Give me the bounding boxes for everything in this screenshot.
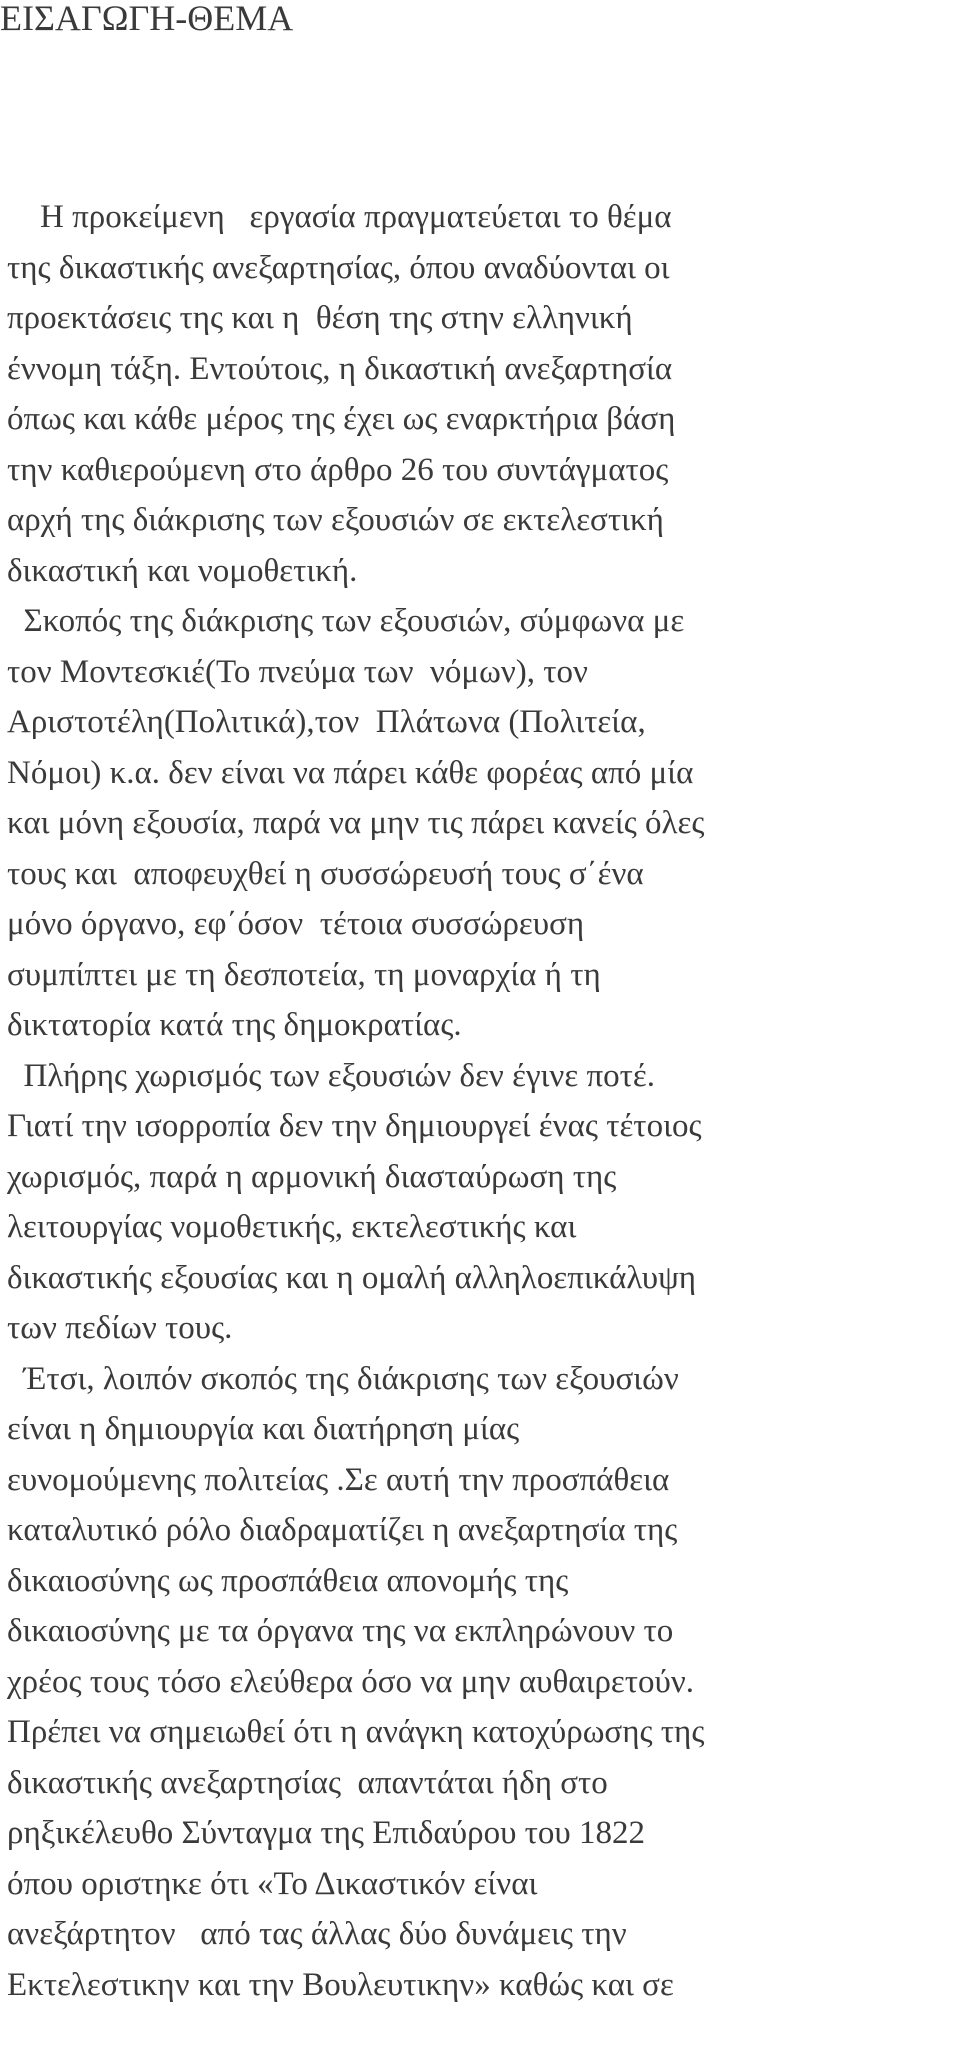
text-line: την καθιερούμενη στο άρθρο 26 του συντάγματος <box>7 452 669 488</box>
text-line: δικαστικής εξουσίας και η ομαλή αλληλοεπικάλυψη <box>7 1260 697 1296</box>
text-line: δικαιοσύνης με τα όργανα της να εκπληρώνουν το <box>7 1613 674 1649</box>
text-line: και μόνη εξουσία, παρά να μην τις πάρει κανείς όλες <box>7 805 705 841</box>
text-line: Γιατί την ισορροπία δεν την δημιουργεί ένας τέτοιος <box>7 1108 702 1144</box>
text-line: Η προκείμενη εργασία πραγματεύεται το θέμα <box>7 199 672 235</box>
section-heading: ΕΙΣΑΓΩΓΗ-ΘΕΜΑ <box>0 0 294 38</box>
text-line: δικαιοσύνης ως προσπάθεια απονομής της <box>7 1563 569 1599</box>
text-line: όπως και κάθε μέρος της έχει ως εναρκτήρια βάση <box>7 401 676 437</box>
text-line: όπου οριστηκε ότι «Το Δικαστικόν είναι <box>7 1866 538 1902</box>
text-line: δικαστικής ανεξαρτησίας απαντάται ήδη στο <box>7 1765 608 1801</box>
text-line: καταλυτικό ρόλο διαδραματίζει η ανεξαρτησία της <box>7 1512 678 1548</box>
text-line: αρχή της διάκρισης των εξουσιών σε εκτελεστική <box>7 502 664 538</box>
text-line: δικαστική και νομοθετική. <box>7 553 358 589</box>
text-line: συμπίπτει με τη δεσποτεία, τη μοναρχία ή τη <box>7 957 601 993</box>
text-line: Πρέπει να σημειωθεί ότι η ανάγκη κατοχύρωσης της <box>7 1714 705 1750</box>
text-line: μόνο όργανο, εφ΄όσον τέτοια συσσώρευση <box>7 906 585 942</box>
text-line: λειτουργίας νομοθετικής, εκτελεστικής και <box>7 1209 577 1245</box>
text-line: Έτσι, λοιπόν σκοπός της διάκρισης των εξουσιών <box>7 1361 679 1397</box>
text-line: έννομη τάξη. Εντούτοις, η δικαστική ανεξαρτησία <box>7 351 673 387</box>
text-line: είναι η δημιουργία και διατήρηση μίας <box>7 1411 520 1447</box>
text-line: Αριστοτέλη(Πολιτικά),τον Πλάτωνα (Πολιτεία, <box>7 704 646 740</box>
text-line: χρέος τους τόσο ελεύθερα όσο να μην αυθαιρετούν. <box>7 1664 695 1700</box>
text-line: ρηξικέλευθο Σύνταγμα της Επιδαύρου του 1822 <box>7 1815 646 1851</box>
text-line: δικτατορία κατά της δημοκρατίας. <box>7 1007 462 1043</box>
text-line: Πλήρης χωρισμός των εξουσιών δεν έγινε ποτέ. <box>7 1058 655 1094</box>
text-line: χωρισμός, παρά η αρμονική διασταύρωση της <box>7 1159 617 1195</box>
text-line: ανεξάρτητον από τας άλλας δύο δυνάμεις την <box>7 1916 627 1952</box>
text-line: τον Μοντεσκιέ(Το πνεύμα των νόμων), τον <box>7 654 588 690</box>
text-line: Νόμοι) κ.α. δεν είναι να πάρει κάθε φορέας από μία <box>7 755 694 791</box>
text-line: των πεδίων τους. <box>7 1310 233 1346</box>
text-line: της δικαστικής ανεξαρτησίας, όπου αναδύονται οι <box>7 250 670 286</box>
text-line: Εκτελεστικην και την Βουλευτικην» καθώς και σε <box>7 1967 674 2003</box>
text-line: Σκοπός της διάκρισης των εξουσιών, σύμφωνα με <box>7 603 685 639</box>
text-line: τους και αποφευχθεί η συσσώρευσή τους σ΄ένα <box>7 856 644 892</box>
text-line: προεκτάσεις της και η θέση της στην ελληνική <box>7 300 633 336</box>
text-line: ευνομούμενης πολιτείας .Σε αυτή την προσπάθεια <box>7 1462 670 1498</box>
